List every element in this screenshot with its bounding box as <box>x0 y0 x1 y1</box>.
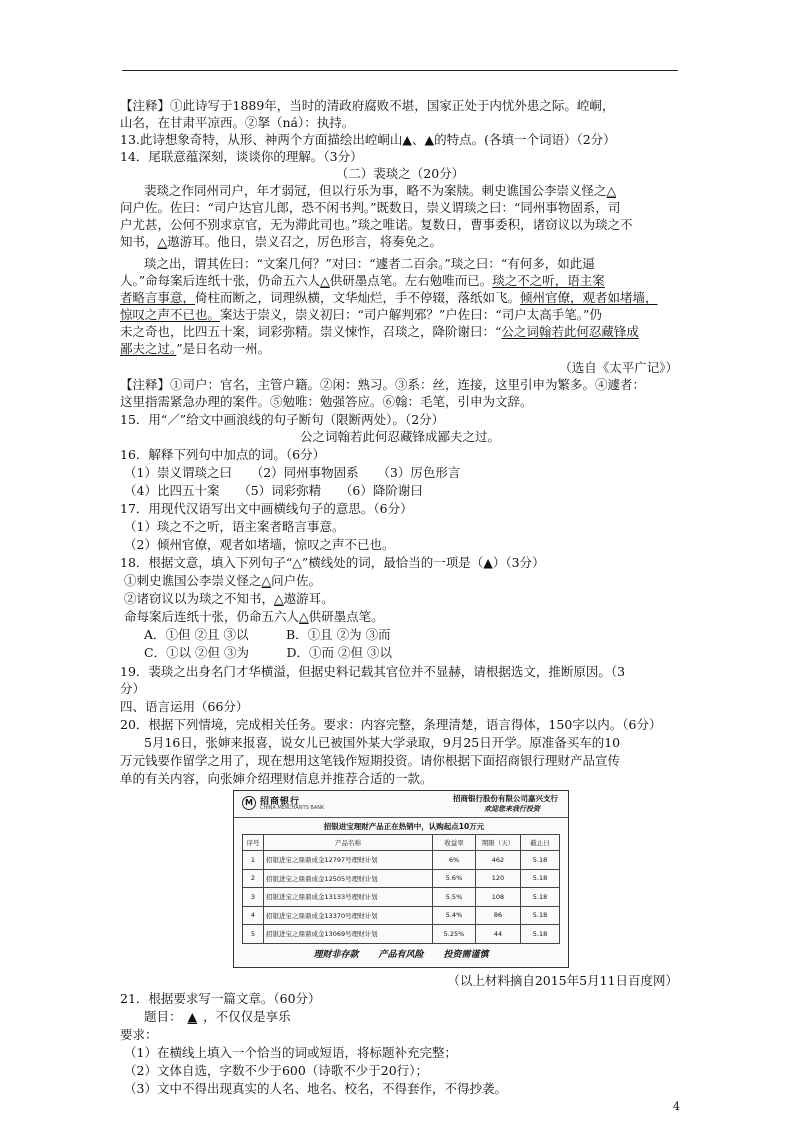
passage-line: 者略言事意，倚柱而断之，词理纵横，文华灿烂，手不停辍，落纸如飞。倾州官僚，观者如堵墙， <box>120 290 658 305</box>
question-20-text: 单的有关内容，向张婶介绍理财信息并推荐合适的一款。 <box>120 771 433 786</box>
requirement-item: （3）文中不得出现真实的人名、地名、校名，不得套作，不得抄袭。 <box>124 1081 507 1096</box>
passage-line: 琰之出，谓其佐曰：“文案几何？”对曰：“遽者二百余。”琰之曰：“有何多，如此逼 <box>144 256 595 271</box>
table-cell: 招银进宝之鼎鼎成金12797号理财计划 <box>264 851 433 870</box>
table-cell: 5.6% <box>433 869 476 888</box>
header-rule <box>122 70 678 71</box>
bank-logo-icon: M <box>242 796 256 810</box>
passage-line: 问户佐。佐曰：“司户达官儿郎，恐不闲书判。”既数日，崇义谓琰之曰：“同州事物固系，司 <box>120 200 621 215</box>
bank-flyer-image <box>233 790 569 968</box>
bank-name-sub: CHINA MERCHANTS BANK <box>260 805 325 811</box>
question-14: 14．尾联意蕴深刻，谈谈你的理解。（3分） <box>120 149 363 164</box>
page-number: 4 <box>673 1100 680 1113</box>
question-17-item: （2）倾州官僚，观者如堵墙，惊叹之声不已也。 <box>124 537 395 552</box>
bank-banner: 招银进宝理财产品正在热销中，认购起点10万元 <box>323 822 485 831</box>
table-cell: 86 <box>476 906 521 925</box>
material-source: （以上材料摘自2015年5月11日百度网） <box>447 973 678 988</box>
product-table <box>242 834 560 944</box>
table-cell: 108 <box>476 888 521 907</box>
passage-line: 户尤甚，公何不别求京官，无为滞此司也。”琰之唯诺。复数日，曹事委积，诸窃议以为琰之不 <box>120 217 633 232</box>
table-row <box>243 888 560 907</box>
question-17-item: （1）琰之不之听，语主案者略言事意。 <box>124 519 345 534</box>
question-13: 13.此诗想象奇特，从形、神两个方面描绘出崆峒山▲、▲的特点。(各填一个词语）（2分） <box>120 132 616 147</box>
passage-line: 知书，△遨游耳。他日，崇义召之，厉色形言，将奏免之。 <box>120 234 443 249</box>
table-cell: 5.18 <box>521 888 560 907</box>
bank-flyer-header <box>234 791 568 818</box>
question-20: 20．根据下列情境，完成相关任务。要求：内容完整，条理清楚，语言得体，150字以内。（6分） <box>120 717 662 732</box>
table-cell: 5.18 <box>521 906 560 925</box>
blank-triangle: △ <box>320 273 330 288</box>
table-row <box>243 925 560 944</box>
question-16-items: （4）比四五十案 （5）词彩弥精 （6）降阶谢曰 <box>124 483 423 498</box>
table-cell: 5 <box>243 925 264 944</box>
blank-triangle: △ <box>157 234 168 249</box>
table-row <box>243 906 560 925</box>
note-line: 这里指需紧急办理的案件。⑤勉唯：勉强答应。⑥翰：毛笔，引申为文辞。 <box>120 394 533 409</box>
table-cell: 462 <box>476 851 521 870</box>
passage-line: 未之奇也，比四五十案，词彩弥精。崇义悚怍，召琰之，降阶谢曰：“公之词翰若此何忍藏锋成 <box>120 324 639 339</box>
table-cell: 5.5% <box>433 888 476 907</box>
table-cell: 2 <box>243 869 264 888</box>
table-cell: 6% <box>433 851 476 870</box>
column-header: 序号 <box>243 835 264 851</box>
source-citation: （选自《太平广记》） <box>559 360 678 375</box>
table-cell: 5.25% <box>433 925 476 944</box>
question-18-item: ①刺史谯国公李崇义怪之△问户佐。 <box>124 573 322 588</box>
question-18-options: C．①以 ②但 ③为 D．①而 ②但 ③以 <box>144 645 392 660</box>
passage-line: 鄙夫之过。”是日名动一州。 <box>120 341 271 356</box>
essay-title-line: 题目： ▲ ，不仅仅是享乐 <box>144 1009 291 1024</box>
bank-branch: 招商银行股份有限公司嘉兴支行 <box>453 794 558 803</box>
question-15: 15．用“／”给文中画浪线的句子断句（限断两处）。（2分） <box>120 412 445 427</box>
column-header: 期限（天） <box>476 835 521 851</box>
question-17: 17．用现代汉语写出文中画横线句子的意思。（6分） <box>120 501 413 516</box>
table-cell: 5.18 <box>521 869 560 888</box>
table-cell: 5.4% <box>433 906 476 925</box>
table-cell: 1 <box>243 851 264 870</box>
table-cell: 招银进宝之鼎鼎成金13370号理财计划 <box>264 906 433 925</box>
table-cell: 5.18 <box>521 851 560 870</box>
requirements-label: 要求： <box>120 1027 158 1042</box>
question-20-text: 万元钱要作留学之用了，现在想用这笔钱作短期投资。请你根据下面招商银行理财产品宣传 <box>120 753 621 768</box>
question-19: 19．裴琰之出身名门才华横溢，但据史料记载其官位并不显赫，请根据选文，推断原因。（3 <box>120 664 626 679</box>
question-18-item: ②诸窃议以为琰之不知书，△遨游耳。 <box>124 591 334 606</box>
column-header: 收益率 <box>433 835 476 851</box>
question-16-items: （1）崇义谓琰之曰 （2）同州事物固系 （3）厉色形言 <box>124 465 461 480</box>
table-row <box>243 851 560 870</box>
question-18-item: 命每案后连纸十张，仍命五六人△供研墨点笔。 <box>124 609 384 624</box>
question-21: 21．根据要求写一篇文章。（60分） <box>120 991 321 1006</box>
underlined-sentence-1: 琰之不之听，语主案 <box>492 273 605 288</box>
column-header: 产品名称 <box>264 835 433 851</box>
table-cell: 招银进宝之鼎鼎成金13133号理财计划 <box>264 888 433 907</box>
risk-slogan: 理财非存款 产品有风险 投资需谨慎 <box>313 950 489 960</box>
column-header: 截止日 <box>521 835 560 851</box>
table-cell: 4 <box>243 906 264 925</box>
section-title-pei-yanzhi: （二）裴琰之（20分） <box>335 166 465 181</box>
question-20-text: 5月16日，张婶来报喜，说女儿已被国外某大学录取，9月25日开学。原准备买车的10 <box>144 735 621 750</box>
note-line-1: 【注释】①此诗写于1889年，当时的清政府腐败不堪，国家正处于内忧外患之际。崆峒， <box>120 98 615 113</box>
question-15-sentence: 公之词翰若此何忍藏锋成鄙夫之过。 <box>299 429 500 444</box>
blank-triangle: △ <box>606 183 617 198</box>
passage-line: 惊叹之声不已也。案达于崇义，崇义初曰：“司户解判邪？”户佐曰：“司户太高手笔。”仍 <box>120 307 602 322</box>
section-language-use: 四、语言运用（66分） <box>120 699 249 714</box>
question-19-cont: 分） <box>120 681 146 696</box>
question-16: 16．解释下列句中加点的词。（6分） <box>120 447 326 462</box>
requirement-item: （2）文体自选，字数不少于600（诗歌不少于20行）； <box>124 1063 428 1078</box>
table-cell: 招银进宝之鼎鼎成金13069号理财计划 <box>264 925 433 944</box>
wavy-line-sentence: 公之词翰若此何忍藏锋成 <box>501 324 639 339</box>
requirement-item: （1）在横线上填入一个恰当的词或短语，将标题补充完整； <box>124 1045 457 1060</box>
bank-branch-slogan: 欢迎您来我行投资 <box>484 805 540 813</box>
title-blank: ▲ <box>187 1009 198 1024</box>
table-cell: 3 <box>243 888 264 907</box>
table-row <box>243 869 560 888</box>
table-cell: 5.18 <box>521 925 560 944</box>
question-18: 18．根据文意，填入下列句子“△”横线处的词，最恰当的一项是（▲）（3分） <box>120 555 545 570</box>
bank-name: 招商银行 <box>260 797 301 807</box>
table-cell: 120 <box>476 869 521 888</box>
underlined-sentence-2: 倾州官僚，观者如堵墙， <box>520 290 658 305</box>
question-18-options: A．①但 ②且 ③以 B．①且 ②为 ③而 <box>144 627 391 642</box>
note-line-2: 山名，在甘肃平凉西。②拏（ná）：执持。 <box>120 115 355 130</box>
note-line: 【注释】①司户：官名，主管户籍。②闲：熟习。③系：丝，连接，这里引申为繁多。④遽者： <box>120 377 646 392</box>
passage-line: 裴琰之作同州司户，年才弱冠，但以行乐为事，略不为案牍。刺史谯国公李崇义怪之△ <box>144 183 617 198</box>
table-cell: 44 <box>476 925 521 944</box>
passage-line: 人。”命每案后连纸十张，仍命五六人△供研墨点笔。左右勉唯而已。琰之不之听，语主案 <box>120 273 605 288</box>
table-cell: 招银进宝之鼎鼎成金12505号理财计划 <box>264 869 433 888</box>
